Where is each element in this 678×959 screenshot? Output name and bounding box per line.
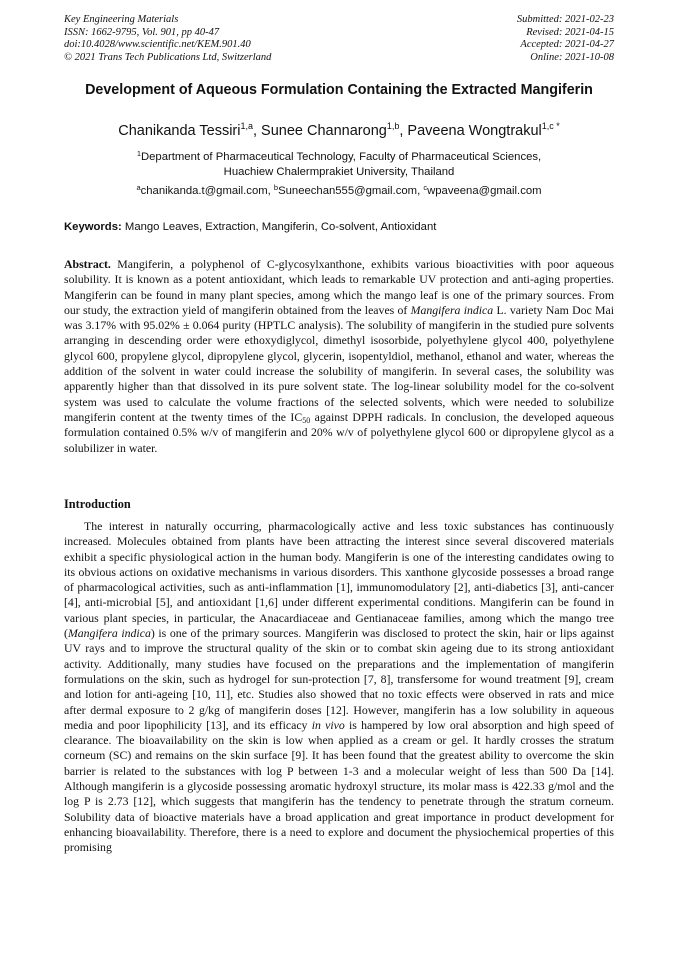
abstract-text: against DPPH radicals. In conclusion, the developed aqueous formulation contained 0.5% w/v of mangiferin and 20% w/v of polyethylene glycol 600 or dipropylene glycol as a solubilizer in water.: [64, 409, 614, 455]
intro-text: ) is one of the primary sources. Mangiferin was disclosed to protect the skin, hair or lips against UV rays and to improve the structural quality of the skin or to combat skin ageing due to its strong antioxidant activity. Additionally, many studies have focused on the preparations and the implementation of mangiferin formulations on the skin, such as hydrogel for sun-protection [7, 8], transfersome for wound treatment [9], cream and lotion for anti-ageing [10, 11], etc. Studies also showed that no toxic effects were observed in rats and mice after dermal exposure to 2 g/kg of mangiferin doses [12]. However, mangiferin has a low solubility in aqueous media and poor lipophilicity [13], and its efficacy: [64, 626, 615, 732]
introduction-paragraph: [64, 519, 614, 856]
copyright-line: © 2021 Trans Tech Publications Ltd, Switzerland: [64, 51, 272, 63]
abstract-text: Mangiferin, a polyphenol of C-glycosylxanthone, exhibits various bioactivities with poor aqueous solubility. It is known as a potent antioxidant, which leads to remarkable UV protection and anti-aging properties. Mangiferin can be found in many plant species, among which the mango leaf is one of the primary sources. From our study, the extraction yield of mangiferin obtained from the leaves of: [64, 257, 614, 317]
paper-title: Development of Aqueous Formulation Containing the Extracted Mangiferin: [85, 82, 593, 98]
email-address: chanikanda.t@gmail.com: [140, 185, 268, 197]
online-date: Online: 2021-10-08: [530, 51, 614, 63]
abstract-text: L. variety Nam Doc Mai was 3.17% with 95.02% ± 0.064 purity (HPTLC analysis). The solubility of mangiferin in the studied pure solvents arranging in descending order were ethoxydiglycol, dimethyl isosorbide, polyethylene glycol 400, polyethylene glycol 600, propylene glycol, dipropylene glycol, glycerin, isopentyldiol, methanol, ethanol and water, whereas the addition of the solvent in water could increase the solubility of mangiferin. In several cases, the solubility was apparently higher than that dissolved in its pure solvent state. The log-linear solubility model for the co-solvent system was used to calculate the volume fractions of the selected solvents, which were needed to solubilize mangiferin content at the twenty times of the IC: [64, 302, 614, 424]
submitted-date: Submitted: 2021-02-23: [516, 14, 614, 25]
journal-name: Key Engineering Materials: [64, 14, 179, 25]
author-emails: [64, 185, 614, 197]
intro-text: is hampered by low oral absorption and high speed of clearance. The bioavailability on the skin is low when applied as a cream or gel. It hardly crosses the stratum corneum (SC) and remains on the skin surface [9]. It has been found that the greatest ability to overcome the skin barrier is related to the substances with log P between 1-3 and a molecular weight of less than 500 Da [14]. Although mangiferin is a glycoside possessing aromatic hydroxyl structure, its molar mass is 422.33 g/mol and the log P is 2.73 [12], which suggests that mangiferin has the tendency to penetrate through the stratum corneum. Solubility data of bioactive materials have a broad application and great importance in product development for enhancing bioavailability. Therefore, there is a need to explore and document the physiochemical properties of this promising: [64, 717, 614, 855]
section-heading-introduction: Introduction: [64, 497, 131, 511]
author-name: Chanikanda Tessiri: [118, 123, 241, 139]
email-mark: a: [136, 183, 141, 192]
abstract: [64, 257, 614, 456]
keywords-label: Keywords:: [64, 221, 122, 233]
keywords: [64, 221, 614, 233]
affiliation: [64, 150, 614, 180]
author-separator: ,: [399, 123, 408, 139]
author-name: Sunee Channarong: [261, 123, 387, 139]
email-address: Suneechan555@gmail.com: [278, 185, 418, 197]
accepted-date: Accepted: 2021-04-27: [520, 39, 614, 51]
keywords-text: Mango Leaves, Extraction, Mangiferin, Co-solvent, Antioxidant: [124, 221, 437, 233]
ic50-subscript: 50: [302, 415, 311, 425]
revised-date: Revised: 2021-04-15: [526, 26, 614, 38]
affiliation-mark: 1: [136, 149, 141, 158]
in-vivo-term: in vivo: [311, 717, 345, 732]
author-list: [64, 123, 614, 139]
submission-dates: [517, 14, 614, 64]
affiliation-line-1: [64, 150, 614, 165]
author-affil-mark: 1,c *: [541, 121, 560, 131]
species-name: Mangifera indica: [67, 626, 151, 641]
email-separator: ,: [417, 185, 424, 197]
author-name: Paveena Wongtrakul: [407, 123, 542, 139]
issn-line: ISSN: 1662-9795, Vol. 901, pp 40-47: [64, 26, 220, 38]
affiliation-text-1: Department of Pharmaceutical Technology, Faculty of Pharmaceutical Sciences,: [140, 151, 542, 163]
email-address: wpaveena@gmail.com: [427, 185, 542, 197]
author-affil-mark: 1,a: [240, 121, 253, 131]
author-affil-mark: 1,b: [386, 121, 400, 131]
author-separator: ,: [252, 123, 262, 139]
affiliation-text-2: Huachiew Chalermprakiet University, Thailand: [223, 165, 455, 178]
intro-text: The interest in naturally occurring, pharmacologically active and less toxic substances has continuously increased. Molecules obtained from plants have been attracting the interest since several discovered materials exhibit a specific physiological action in the human body. Mangiferin is one of the interesting candidates owing to its obvious actions on oxidative mechanisms in various disorders. This xanthone glycoside possesses a broad range of pharmacological activities, such as anti-inflammation [1], immunomodulatory [2], anti-diabetics [3], anti-cancer [4], anti-microbial [5], and antioxidant [1,6] under different experimental conditions. Mangiferin can be found in various plant species, in particular, the Anacardiaceae and Gentianaceae families, among which the mango tree (: [64, 519, 614, 641]
email-mark: b: [273, 183, 279, 192]
doi-line: doi:10.4028/www.scientific.net/KEM.901.40: [64, 39, 251, 51]
email-separator: ,: [267, 185, 274, 197]
abstract-label: Abstract.: [64, 257, 111, 271]
email-mark: c: [423, 183, 428, 192]
journal-info: [64, 14, 271, 64]
species-name: Mangifera indica: [410, 302, 494, 317]
